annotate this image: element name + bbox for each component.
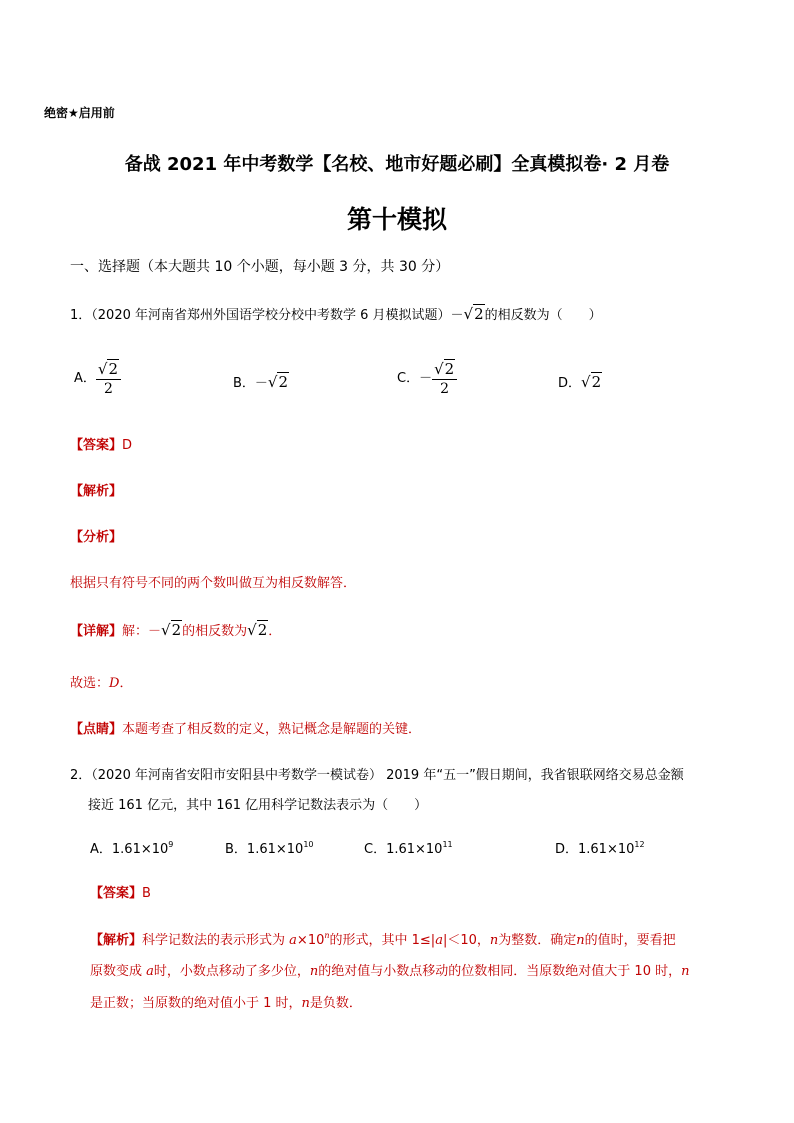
option-c-label: C．－ xyxy=(397,371,433,386)
q1-analysis-heading xyxy=(70,480,122,499)
sqrt-expression: √2 xyxy=(161,621,182,639)
sqrt-expression: √2 xyxy=(581,373,602,391)
comment-label: 【点睛】 xyxy=(70,722,123,737)
sqrt-expression: √2 xyxy=(247,621,268,639)
option-d xyxy=(558,372,602,391)
q1-fenxi-heading xyxy=(70,526,122,545)
jiexi-label: 【解析】 xyxy=(90,933,143,948)
series-title: 备战 2021 年中考数学【名校、地市好题必刷】全真模拟卷· 2 月卷 xyxy=(124,154,670,175)
question-2-stem-line2: 接近 161 亿元，其中 161 亿用科学记数法表示为（ ） xyxy=(88,798,428,813)
question-2-stem-line1: 2．（2020 年河南省安阳市安阳县中考数学一模试卷） 2019 年“五一”假日期间，我省银联网络交易总金额 xyxy=(70,768,684,783)
q2-option-b: B．$1.61\times 10^{10}$ xyxy=(225,840,314,857)
option-a-label: A． xyxy=(74,371,96,386)
question-1-stem xyxy=(70,304,602,323)
option-b-label: B．－ xyxy=(233,376,268,391)
q1-stem-prefix: 1．（2020 年河南省郑州外国语学校分校中考数学 6 月模拟试题）－ xyxy=(70,308,464,323)
option-c xyxy=(397,360,457,397)
q2-option-c: C．$1.61\times 10^{11}$ xyxy=(364,840,453,857)
fenxi-label: 【分析】 xyxy=(70,530,123,545)
q1-stem-suffix: 的相反数为（ ） xyxy=(484,308,602,323)
answer-label: 【答案】 xyxy=(70,438,123,453)
page-title: 第十模拟 xyxy=(346,205,447,234)
fraction: $\frac{√2}{2}$ xyxy=(432,360,457,397)
answer-value: D xyxy=(122,438,133,453)
q2-option-a: A．$1.61\times 10^9$ xyxy=(90,840,174,857)
option-a xyxy=(74,360,121,397)
q1-fenxi-text: 根据只有符号不同的两个数叫做互为相反数解答． xyxy=(70,576,357,591)
detail-label: 【详解】 xyxy=(70,624,123,639)
q2-jiexi-line1: 【解析】科学记数法的表示形式为 $a\times 10^n$的形式，其中 1≤|a|＜10，n为整数．确定n的值时，要看把 xyxy=(90,931,676,948)
answer-label: 【答案】 xyxy=(90,886,143,901)
top-secret-label: 绝密★启用前 xyxy=(44,106,115,120)
q1-comment: 【点睛】本题考查了相反数的定义，熟记概念是解题的关键． xyxy=(70,722,422,737)
q1-answer xyxy=(70,434,132,453)
q2-jiexi-line2: 原数变成 a时，小数点移动了多少位，n的绝对值与小数点移动的位数相同．当原数绝对值大于 10 时，n xyxy=(90,964,690,979)
q2-answer xyxy=(90,882,151,901)
option-b xyxy=(233,372,289,391)
sqrt-expression: √2 xyxy=(463,305,484,323)
q2-option-d: D．$1.61\times 10^{12}$ xyxy=(555,840,645,857)
fraction: $\frac{√2}{2}$ xyxy=(96,360,121,397)
section-heading: 一、选择题（本大题共 10 个小题，每小题 3 分，共 30 分） xyxy=(70,259,450,275)
sqrt-expression: √2 xyxy=(267,373,289,391)
q2-jiexi-line3: 是正数；当原数的绝对值小于 1 时，n是负数． xyxy=(90,996,362,1011)
q1-detail: 【详解】解：－√2的相反数为√2． xyxy=(70,621,282,639)
answer-value: B xyxy=(142,886,151,901)
jiexi-label: 【解析】 xyxy=(70,484,123,499)
q1-choose: 故选：D． xyxy=(70,676,133,691)
option-d-label: D． xyxy=(558,376,582,391)
